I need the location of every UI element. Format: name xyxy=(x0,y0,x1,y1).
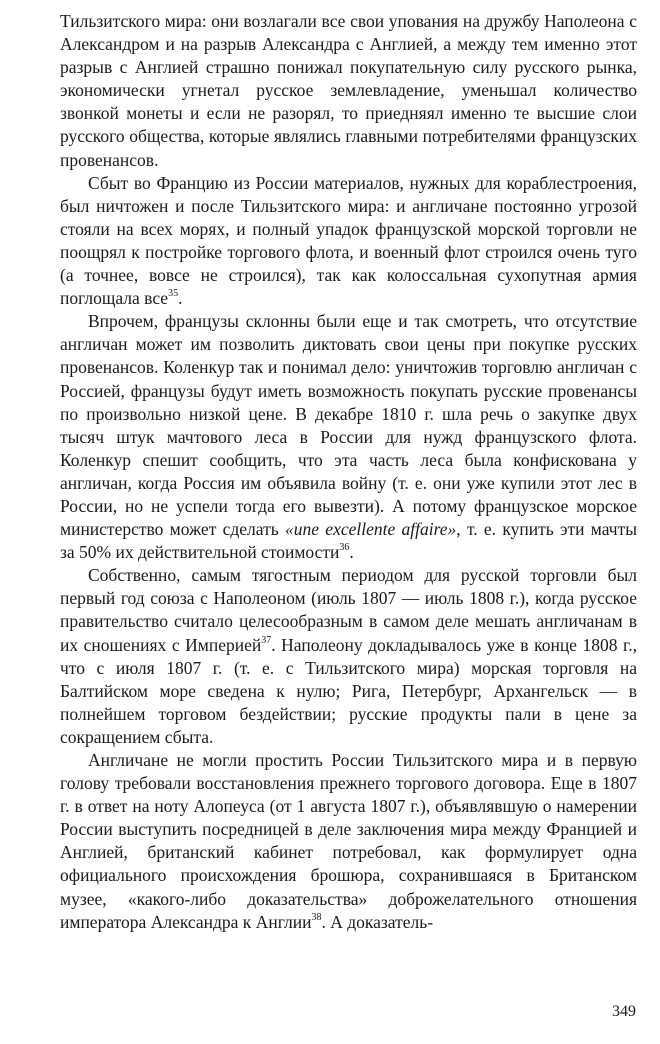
text-run: . xyxy=(178,288,183,309)
text-run: , т. е. купить эти мачты за 50% их действительной стоимости xyxy=(60,519,637,563)
text-run: Впрочем, французы склонны были еще и так смотреть, что отсутствие англичан может им позволить диктовать свои цены при покупке русских провенансов. Коленкур так и понимал дело: уничтожив торговлю англичан с Россией, французы будут иметь возможность покупать русские провенансы по произвольно низкой цене. В декабре 1810 г. шла речь о закупке двух тысяч штук мачтового леса в России для нужд французского флота. Коленкур спешит сообщить, что эта часть леса была конфискована у англичан, когда Россия им объявила войну (т. е. они уже купили этот лес в России, но не успели тогда его вывезти). А потому французское морское министерство может сделать xyxy=(60,311,637,540)
footnote-ref: 36 xyxy=(339,542,350,554)
footnote-ref: 37 xyxy=(261,634,272,646)
text-run: Сбыт во Францию из России материалов, нужных для кораблестроения, был ничтожен и после Тильзитского мира: и англичане постоянно угрозой стояли на всех морях, и полный упадок французской морской торговли не поощрял к постройке торгового флота, и военный флот строился очень туго (а точнее, вовсе не строился), так как колоссальная сухопутная армия поглощала все xyxy=(60,172,637,309)
paragraph xyxy=(60,564,637,749)
paragraph xyxy=(60,10,637,172)
text-run: Англичане не могли простить России Тильзитского мира и в первую голову требовали восстановления прежнего торгового договора. Еще в 1807 г. в ответ на ноту Алопеуса (от 1 августа 1807 г.), объявлявшую о намерении России выступить посредницей в деле заключения мира между Францией и Англией, британский кабинет потребовал, как формулирует одна официального происхождения брошюра, сохранившаяся в Британском музее, «какого-либо доказательства» доброжелательного отношения императора Александра к Англии xyxy=(60,750,637,932)
text-run: . Наполеону докладывалось уже в конце 1808 г., что с июля 1807 г. (т. е. с Тильзитского мира) морская торговля на Балтийском море сведена к нулю; Рига, Петербург, Архангельск — в полнейшем торговом бездействии; русские продукты пали в цене за сокращением сбыта. xyxy=(60,634,637,747)
paragraph xyxy=(60,749,637,934)
text-run: Тильзитского мира: они возлагали все свои упования на дружбу Наполеона с Александром и на разрыв Александра с Англией, а между тем именно этот разрыв с Англией страшно понижал покупательную силу русского рынка, экономически угнетал русское землевладение, уменьшал количество звонкой монеты и если не разорял, то приедняял именно те высшие слои русского общества, которые являлись главными потребителями французских провенансов. xyxy=(60,11,637,170)
text-run: Собственно, самым тягостным периодом для русской торговли был первый год союза с Наполеоном (июль 1807 — июль 1808 г.), когда русское правительство считало целесообразным в самом деле мешать англичанам в их сношениях с Империей xyxy=(60,565,637,655)
text-run: . xyxy=(349,542,354,563)
paragraph xyxy=(60,310,637,564)
page-number: 349 xyxy=(612,1003,636,1020)
body-text xyxy=(60,10,637,934)
text-run: . А доказатель- xyxy=(321,911,434,932)
paragraph xyxy=(60,172,637,311)
footnote-ref: 35 xyxy=(168,288,179,300)
footnote-ref: 38 xyxy=(311,911,322,923)
italic-phrase: «une excellente affaire» xyxy=(285,519,457,540)
